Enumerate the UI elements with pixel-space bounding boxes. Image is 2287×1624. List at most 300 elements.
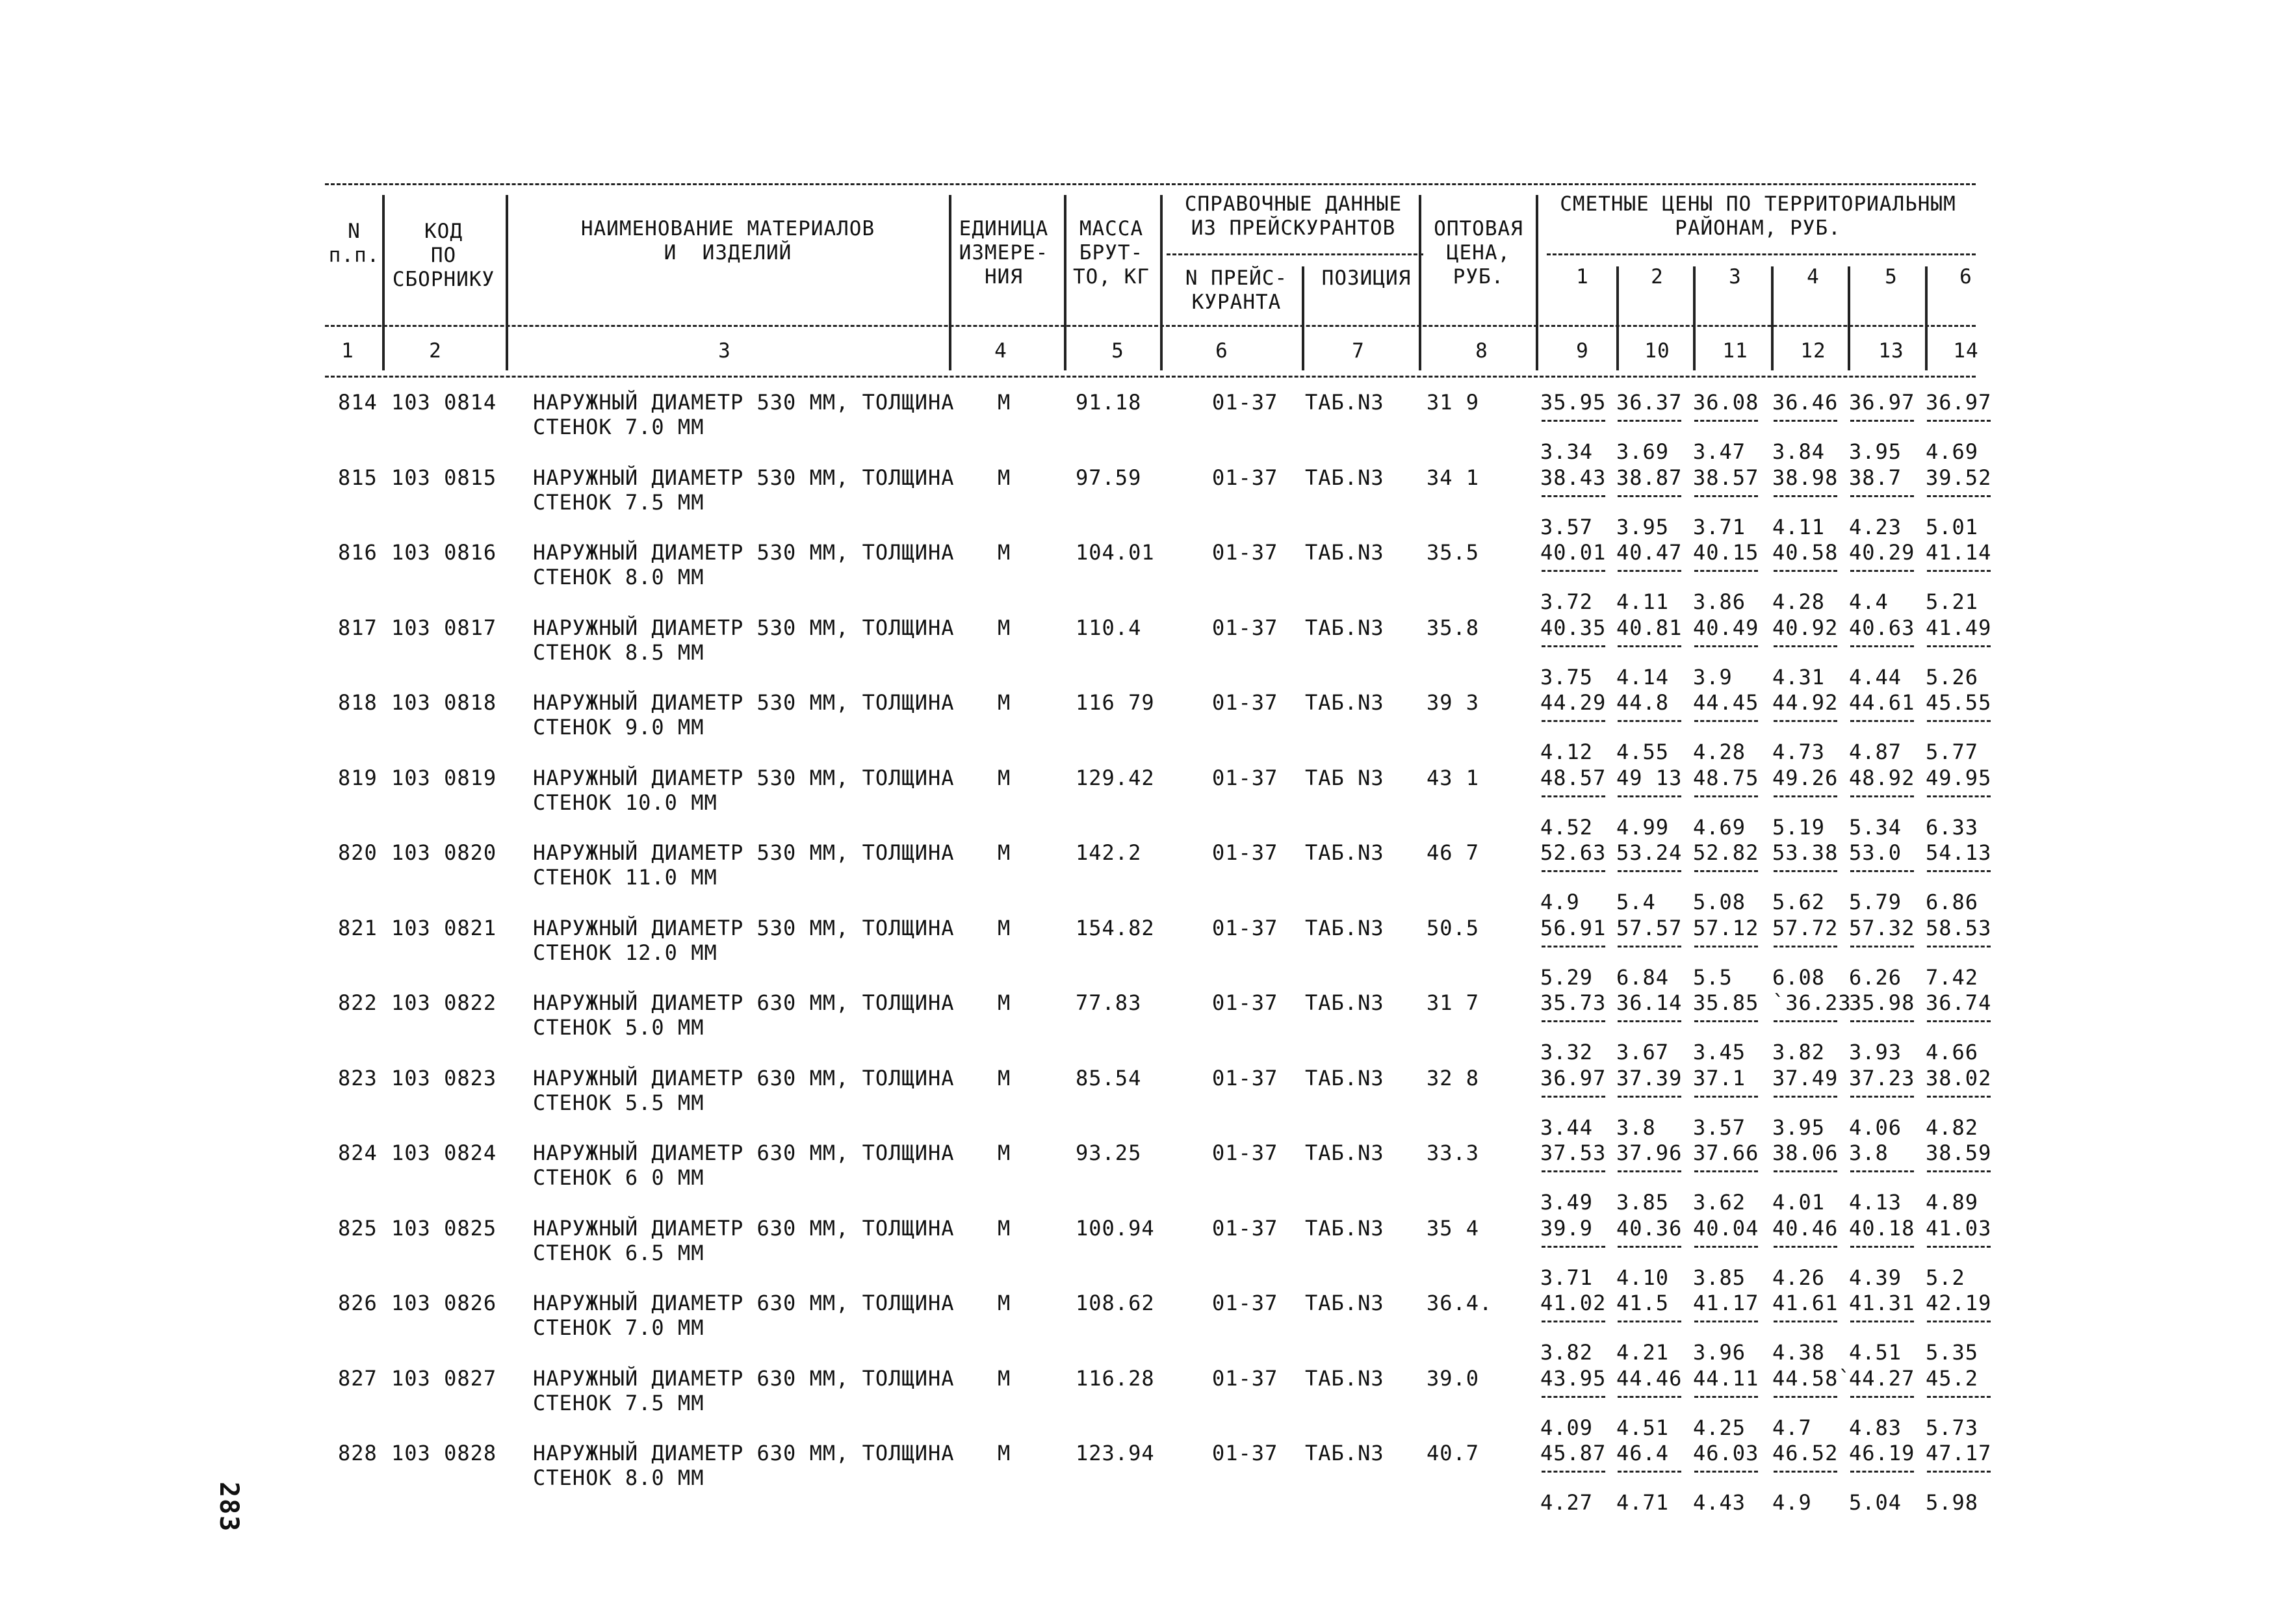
row-name-line2: СТЕНОК 10.0 ММ [533, 790, 717, 815]
regions-subrule [1547, 253, 1976, 255]
row-position: ТАБ.N3 [1305, 615, 1384, 640]
row-region-price-1: 38.43 [1540, 465, 1607, 490]
row-region-subvalue-6: 4.69 [1926, 439, 1979, 464]
row-region-subvalue-5: 4.51 [1849, 1340, 1902, 1365]
row-region-price-6: 45.55 [1926, 690, 1992, 715]
price-underline [1774, 720, 1837, 722]
header-separator [1536, 195, 1538, 370]
row-region-price-2: 44.8 [1616, 690, 1670, 715]
row-region-subvalue-6: 4.82 [1926, 1115, 1979, 1140]
row-number: 822 [338, 990, 378, 1015]
row-price-list: 01-37 [1212, 540, 1278, 565]
row-region-subvalue-6: 5.26 [1926, 665, 1979, 690]
price-underline [1774, 1170, 1837, 1172]
row-region-price-5: 36.97 [1849, 390, 1915, 415]
price-underline [1850, 946, 1914, 947]
row-unit: М [998, 1066, 1011, 1090]
price-underline [1774, 420, 1837, 422]
col-npp-header: N п.п. [328, 220, 380, 267]
table-row [0, 615, 2287, 690]
price-underline [1694, 870, 1758, 872]
row-region-subvalue-4: 5.19 [1772, 815, 1826, 840]
row-name-line2: СТЕНОК 7.5 ММ [533, 1391, 704, 1415]
row-region-subvalue-3: 5.5 [1693, 965, 1733, 990]
row-region-price-4: 37.49 [1772, 1066, 1839, 1090]
row-region-price-1: 35.95 [1540, 390, 1607, 415]
row-region-price-3: 40.15 [1693, 540, 1759, 565]
row-region-price-2: 41.5 [1616, 1291, 1670, 1315]
row-position: ТАБ.N3 [1305, 990, 1384, 1015]
row-number: 827 [338, 1366, 378, 1391]
price-underline [1927, 1396, 1991, 1398]
row-region-price-5: 35.98 [1849, 990, 1915, 1015]
row-position: ТАБ.N3 [1305, 540, 1384, 565]
row-code: 103 0816 [391, 540, 497, 565]
row-region-subvalue-4: 4.31 [1772, 665, 1826, 690]
row-code: 103 0827 [391, 1366, 497, 1391]
row-region-subvalue-4: 4.38 [1772, 1340, 1826, 1365]
row-wholesale-price: 40.7 [1427, 1441, 1480, 1465]
price-underline [1850, 1020, 1914, 1022]
price-underline [1694, 1170, 1758, 1172]
row-region-price-5: 57.32 [1849, 916, 1915, 940]
row-region-price-3: 52.82 [1693, 840, 1759, 865]
row-unit: М [998, 540, 1011, 565]
row-code: 103 0821 [391, 916, 497, 940]
row-name-line1: НАРУЖНЫЙ ДИАМЕТР 630 ММ, ТОЛЩИНА [533, 1066, 955, 1090]
row-region-price-1: 41.02 [1540, 1291, 1607, 1315]
row-unit: М [998, 690, 1011, 715]
row-name-line2: СТЕНОК 9.0 ММ [533, 715, 704, 740]
price-underline [1774, 495, 1837, 497]
price-underline [1850, 1321, 1914, 1322]
price-underline [1694, 495, 1758, 497]
row-region-price-4: 53.38 [1772, 840, 1839, 865]
row-code: 103 0818 [391, 690, 497, 715]
row-region-subvalue-3: 3.85 [1693, 1265, 1746, 1290]
row-price-list: 01-37 [1212, 690, 1278, 715]
row-region-price-2: 57.57 [1616, 916, 1683, 940]
ref-subrule [1167, 253, 1423, 255]
row-code: 103 0815 [391, 465, 497, 490]
row-mass: 123.94 [1076, 1441, 1155, 1465]
row-region-price-1: 52.63 [1540, 840, 1607, 865]
price-underline [1542, 795, 1605, 797]
price-underline [1542, 1396, 1605, 1398]
row-region-subvalue-2: 3.69 [1616, 439, 1670, 464]
row-name-line2: СТЕНОК 8.0 ММ [533, 565, 704, 589]
row-position: ТАБ.N3 [1305, 1141, 1384, 1165]
row-name-line1: НАРУЖНЫЙ ДИАМЕТР 530 ММ, ТОЛЩИНА [533, 766, 955, 790]
row-region-price-3: 40.49 [1693, 615, 1759, 640]
row-region-subvalue-4: 4.11 [1772, 515, 1826, 539]
price-underline [1694, 1321, 1758, 1322]
row-region-price-1: 40.35 [1540, 615, 1607, 640]
row-region-subvalue-3: 3.86 [1693, 589, 1746, 614]
price-underline [1850, 720, 1914, 722]
row-region-subvalue-2: 3.95 [1616, 515, 1670, 539]
price-underline [1694, 1471, 1758, 1473]
row-region-subvalue-3: 3.62 [1693, 1190, 1746, 1215]
row-name-line1: НАРУЖНЫЙ ДИАМЕТР 630 ММ, ТОЛЩИНА [533, 1141, 955, 1165]
price-underline [1927, 1170, 1991, 1172]
header-separator [1064, 195, 1066, 370]
price-underline [1618, 720, 1681, 722]
colnum-3: 3 [718, 339, 731, 363]
price-underline [1694, 1096, 1758, 1098]
row-region-price-4: 38.06 [1772, 1141, 1839, 1165]
row-wholesale-price: 39 3 [1427, 690, 1480, 715]
col-mass-header: МАССА БРУТ- ТО, КГ [1073, 217, 1150, 289]
row-name-line1: НАРУЖНЫЙ ДИАМЕТР 530 ММ, ТОЛЩИНА [533, 465, 955, 490]
row-region-price-4: 38.98 [1772, 465, 1839, 490]
ref-group-header: СПРАВОЧНЫЕ ДАННЫЕ ИЗ ПРЕЙСКУРАНТОВ [1184, 192, 1402, 240]
row-position: ТАБ.N3 [1305, 465, 1384, 490]
price-underline [1694, 570, 1758, 572]
row-region-subvalue-3: 4.28 [1693, 740, 1746, 764]
page-number: 283 [214, 1482, 244, 1533]
row-code: 103 0823 [391, 1066, 497, 1090]
row-position: ТАБ.N3 [1305, 916, 1384, 940]
price-underline [1850, 795, 1914, 797]
price-underline [1927, 720, 1991, 722]
price-underline [1542, 1471, 1605, 1473]
row-price-list: 01-37 [1212, 990, 1278, 1015]
table-row [0, 465, 2287, 540]
row-mass: 142.2 [1076, 840, 1142, 865]
price-underline [1618, 645, 1681, 647]
row-price-list: 01-37 [1212, 1291, 1278, 1315]
row-region-price-4: `36.23 [1772, 990, 1852, 1015]
price-underline [1542, 870, 1605, 872]
price-underline [1618, 570, 1681, 572]
row-region-price-4: 41.61 [1772, 1291, 1839, 1315]
table-row [0, 1441, 2287, 1515]
table-row [0, 840, 2287, 915]
price-underline [1774, 570, 1837, 572]
row-region-price-3: 44.45 [1693, 690, 1759, 715]
row-region-subvalue-1: 4.09 [1540, 1415, 1594, 1440]
row-region-price-4: 44.58` [1772, 1366, 1852, 1391]
row-region-subvalue-2: 3.8 [1616, 1115, 1656, 1140]
row-region-price-3: 38.57 [1693, 465, 1759, 490]
row-region-price-6: 41.14 [1926, 540, 1992, 565]
row-region-price-6: 38.59 [1926, 1141, 1992, 1165]
row-unit: М [998, 990, 1011, 1015]
row-number: 826 [338, 1291, 378, 1315]
row-region-subvalue-3: 4.43 [1693, 1490, 1746, 1515]
row-region-price-3: 48.75 [1693, 766, 1759, 790]
header-top-rule [325, 183, 1976, 185]
region-5-header: 5 [1885, 265, 1898, 289]
col-wholesale-header: ОПТОВАЯ ЦЕНА, РУБ. [1434, 217, 1523, 289]
row-code: 103 0828 [391, 1441, 497, 1465]
row-region-subvalue-4: 6.08 [1772, 965, 1826, 990]
row-region-price-2: 40.36 [1616, 1216, 1683, 1241]
row-region-price-5: 46.19 [1849, 1441, 1915, 1465]
price-underline [1774, 795, 1837, 797]
regions-group-header: СМЕТНЫЕ ЦЕНЫ ПО ТЕРРИТОРИАЛЬНЫМ РАЙОНАМ, РУБ. [1560, 192, 1956, 240]
row-region-subvalue-4: 5.62 [1772, 890, 1826, 914]
row-region-subvalue-3: 3.57 [1693, 1115, 1746, 1140]
price-underline [1618, 420, 1681, 422]
row-position: ТАБ N3 [1305, 766, 1384, 790]
row-region-price-4: 40.92 [1772, 615, 1839, 640]
row-region-price-2: 38.87 [1616, 465, 1683, 490]
row-region-price-4: 49.26 [1772, 766, 1839, 790]
row-region-price-1: 40.01 [1540, 540, 1607, 565]
row-price-list: 01-37 [1212, 1216, 1278, 1241]
row-position: ТАБ.N3 [1305, 1366, 1384, 1391]
row-price-list: 01-37 [1212, 1441, 1278, 1465]
table-row [0, 1291, 2287, 1365]
row-region-price-4: 40.46 [1772, 1216, 1839, 1241]
row-region-subvalue-4: 4.73 [1772, 740, 1826, 764]
row-region-subvalue-3: 4.69 [1693, 815, 1746, 840]
price-underline [1774, 1020, 1837, 1022]
row-mass: 129.42 [1076, 766, 1155, 790]
row-region-subvalue-3: 5.08 [1693, 890, 1746, 914]
row-region-price-2: 40.47 [1616, 540, 1683, 565]
row-region-subvalue-6: 7.42 [1926, 965, 1979, 990]
row-region-subvalue-2: 4.51 [1616, 1415, 1670, 1440]
row-unit: М [998, 1441, 1011, 1465]
col-name-header: НАИМЕНОВАНИЕ МАТЕРИАЛОВ И ИЗДЕЛИЙ [580, 217, 875, 264]
row-name-line1: НАРУЖНЫЙ ДИАМЕТР 630 ММ, ТОЛЩИНА [533, 1366, 955, 1391]
row-wholesale-price: 39.0 [1427, 1366, 1480, 1391]
row-region-subvalue-2: 4.10 [1616, 1265, 1670, 1290]
table-row [0, 690, 2287, 765]
price-underline [1927, 1246, 1991, 1248]
price-underline [1774, 1246, 1837, 1248]
header-separator [1302, 266, 1304, 370]
row-wholesale-price: 35.5 [1427, 540, 1480, 565]
row-region-subvalue-6: 5.01 [1926, 515, 1979, 539]
row-region-price-2: 40.81 [1616, 615, 1683, 640]
price-underline [1927, 946, 1991, 947]
row-number: 820 [338, 840, 378, 865]
row-region-subvalue-3: 3.47 [1693, 439, 1746, 464]
price-underline [1694, 1246, 1758, 1248]
region-6-header: 6 [1959, 265, 1972, 289]
price-underline [1618, 946, 1681, 947]
row-region-price-6: 45.2 [1926, 1366, 1979, 1391]
row-name-line2: СТЕНОК 12.0 ММ [533, 940, 717, 965]
price-underline [1850, 1246, 1914, 1248]
row-mass: 77.83 [1076, 990, 1142, 1015]
row-region-subvalue-6: 5.35 [1926, 1340, 1979, 1365]
row-mass: 110.4 [1076, 615, 1142, 640]
row-unit: М [998, 766, 1011, 790]
row-name-line2: СТЕНОК 6.5 ММ [533, 1241, 704, 1265]
row-price-list: 01-37 [1212, 1366, 1278, 1391]
colnum-8: 8 [1475, 339, 1488, 363]
colnum-11: 11 [1722, 339, 1748, 363]
price-underline [1850, 1396, 1914, 1398]
table-row [0, 916, 2287, 990]
row-region-price-3: 41.17 [1693, 1291, 1759, 1315]
colnum-12: 12 [1800, 339, 1826, 363]
row-mass: 104.01 [1076, 540, 1155, 565]
row-region-subvalue-5: 6.26 [1849, 965, 1902, 990]
col-position-header: ПОЗИЦИЯ [1321, 266, 1412, 290]
row-position: ТАБ.N3 [1305, 1291, 1384, 1315]
price-underline [1694, 420, 1758, 422]
row-wholesale-price: 33.3 [1427, 1141, 1480, 1165]
row-wholesale-price: 43 1 [1427, 766, 1480, 790]
price-underline [1774, 946, 1837, 947]
table-row [0, 540, 2287, 615]
row-region-subvalue-3: 3.9 [1693, 665, 1733, 690]
row-wholesale-price: 32 8 [1427, 1066, 1480, 1090]
row-price-list: 01-37 [1212, 465, 1278, 490]
price-underline [1927, 495, 1991, 497]
row-code: 103 0814 [391, 390, 497, 415]
price-underline [1774, 645, 1837, 647]
row-mass: 116.28 [1076, 1366, 1155, 1391]
colnum-1: 1 [341, 339, 354, 363]
row-name-line1: НАРУЖНЫЙ ДИАМЕТР 630 ММ, ТОЛЩИНА [533, 1441, 955, 1465]
row-region-price-6: 47.17 [1926, 1441, 1992, 1465]
row-region-subvalue-3: 3.71 [1693, 515, 1746, 539]
colnum-7: 7 [1352, 339, 1365, 363]
row-region-subvalue-1: 3.34 [1540, 439, 1594, 464]
row-region-price-4: 57.72 [1772, 916, 1839, 940]
row-price-list: 01-37 [1212, 390, 1278, 415]
price-underline [1542, 570, 1605, 572]
col-unit-header: ЕДИНИЦА ИЗМЕРЕ- НИЯ [959, 217, 1049, 289]
price-underline [1927, 420, 1991, 422]
row-region-price-6: 58.53 [1926, 916, 1992, 940]
row-region-price-2: 46.4 [1616, 1441, 1670, 1465]
row-region-price-2: 44.46 [1616, 1366, 1683, 1391]
row-region-price-6: 36.97 [1926, 390, 1992, 415]
row-region-price-5: 41.31 [1849, 1291, 1915, 1315]
row-unit: М [998, 916, 1011, 940]
row-code: 103 0817 [391, 615, 497, 640]
price-underline [1542, 1321, 1605, 1322]
row-name-line1: НАРУЖНЫЙ ДИАМЕТР 530 ММ, ТОЛЩИНА [533, 690, 955, 715]
row-region-subvalue-5: 5.34 [1849, 815, 1902, 840]
row-number: 819 [338, 766, 378, 790]
row-wholesale-price: 46 7 [1427, 840, 1480, 865]
row-region-price-6: 39.52 [1926, 465, 1992, 490]
price-underline [1774, 1471, 1837, 1473]
row-region-price-3: 36.08 [1693, 390, 1759, 415]
row-region-price-1: 39.9 [1540, 1216, 1594, 1241]
table-row [0, 1216, 2287, 1291]
price-underline [1618, 795, 1681, 797]
colnum-9: 9 [1576, 339, 1589, 363]
row-name-line1: НАРУЖНЫЙ ДИАМЕТР 530 ММ, ТОЛЩИНА [533, 540, 955, 565]
row-unit: М [998, 465, 1011, 490]
price-underline [1618, 1170, 1681, 1172]
row-name-line2: СТЕНОК 5.5 ММ [533, 1090, 704, 1115]
row-unit: М [998, 1291, 1011, 1315]
row-mass: 100.94 [1076, 1216, 1155, 1241]
row-region-subvalue-1: 3.75 [1540, 665, 1594, 690]
row-name-line1: НАРУЖНЫЙ ДИАМЕТР 530 ММ, ТОЛЩИНА [533, 615, 955, 640]
row-wholesale-price: 35 4 [1427, 1216, 1480, 1241]
row-region-price-5: 38.7 [1849, 465, 1902, 490]
row-wholesale-price: 34 1 [1427, 465, 1480, 490]
row-region-subvalue-2: 3.67 [1616, 1040, 1670, 1064]
price-underline [1774, 1096, 1837, 1098]
row-name-line1: НАРУЖНЫЙ ДИАМЕТР 630 ММ, ТОЛЩИНА [533, 1291, 955, 1315]
row-region-price-5: 53.0 [1849, 840, 1902, 865]
price-underline [1927, 1321, 1991, 1322]
row-region-price-1: 45.87 [1540, 1441, 1607, 1465]
price-underline [1542, 1096, 1605, 1098]
price-underline [1774, 870, 1837, 872]
row-code: 103 0822 [391, 990, 497, 1015]
row-region-price-1: 36.97 [1540, 1066, 1607, 1090]
colnum-5: 5 [1111, 339, 1124, 363]
row-region-price-2: 36.37 [1616, 390, 1683, 415]
row-region-subvalue-6: 5.2 [1926, 1265, 1965, 1290]
col-code-header: КОД ПО СБОРНИКУ [392, 220, 495, 291]
row-region-subvalue-2: 4.14 [1616, 665, 1670, 690]
row-region-price-5: 40.63 [1849, 615, 1915, 640]
row-name-line1: НАРУЖНЫЙ ДИАМЕТР 530 ММ, ТОЛЩИНА [533, 840, 955, 865]
row-mass: 97.59 [1076, 465, 1142, 490]
row-region-price-4: 40.58 [1772, 540, 1839, 565]
row-code: 103 0824 [391, 1141, 497, 1165]
row-region-price-5: 44.27 [1849, 1366, 1915, 1391]
row-region-price-1: 37.53 [1540, 1141, 1607, 1165]
price-underline [1927, 645, 1991, 647]
row-price-list: 01-37 [1212, 766, 1278, 790]
row-region-subvalue-4: 3.84 [1772, 439, 1826, 464]
row-region-price-4: 36.46 [1772, 390, 1839, 415]
row-region-price-3: 44.11 [1693, 1366, 1759, 1391]
row-price-list: 01-37 [1212, 916, 1278, 940]
row-name-line2: СТЕНОК 11.0 ММ [533, 865, 717, 890]
row-region-subvalue-3: 4.25 [1693, 1415, 1746, 1440]
price-underline [1850, 1471, 1914, 1473]
header-separator [1771, 266, 1774, 370]
price-underline [1927, 570, 1991, 572]
row-mass: 108.62 [1076, 1291, 1155, 1315]
table-row [0, 1141, 2287, 1215]
row-unit: М [998, 1216, 1011, 1241]
row-region-price-5: 40.18 [1849, 1216, 1915, 1241]
row-region-subvalue-6: 5.73 [1926, 1415, 1979, 1440]
price-underline [1694, 946, 1758, 947]
row-region-subvalue-5: 4.23 [1849, 515, 1902, 539]
header-separator [1160, 195, 1163, 370]
row-region-price-5: 44.61 [1849, 690, 1915, 715]
row-region-subvalue-5: 5.79 [1849, 890, 1902, 914]
row-number: 828 [338, 1441, 378, 1465]
row-region-price-5: 40.29 [1849, 540, 1915, 565]
price-underline [1618, 1471, 1681, 1473]
row-region-price-1: 35.73 [1540, 990, 1607, 1015]
row-name-line2: СТЕНОК 7.5 ММ [533, 490, 704, 515]
row-mass: 85.54 [1076, 1066, 1142, 1090]
row-region-subvalue-5: 4.39 [1849, 1265, 1902, 1290]
price-underline [1542, 645, 1605, 647]
row-region-subvalue-1: 4.52 [1540, 815, 1594, 840]
price-underline [1542, 495, 1605, 497]
price-underline [1694, 1396, 1758, 1398]
row-code: 103 0826 [391, 1291, 497, 1315]
row-wholesale-price: 31 9 [1427, 390, 1480, 415]
row-mass: 116 79 [1076, 690, 1155, 715]
row-region-price-2: 36.14 [1616, 990, 1683, 1015]
row-region-subvalue-6: 6.86 [1926, 890, 1979, 914]
row-region-price-6: 49.95 [1926, 766, 1992, 790]
